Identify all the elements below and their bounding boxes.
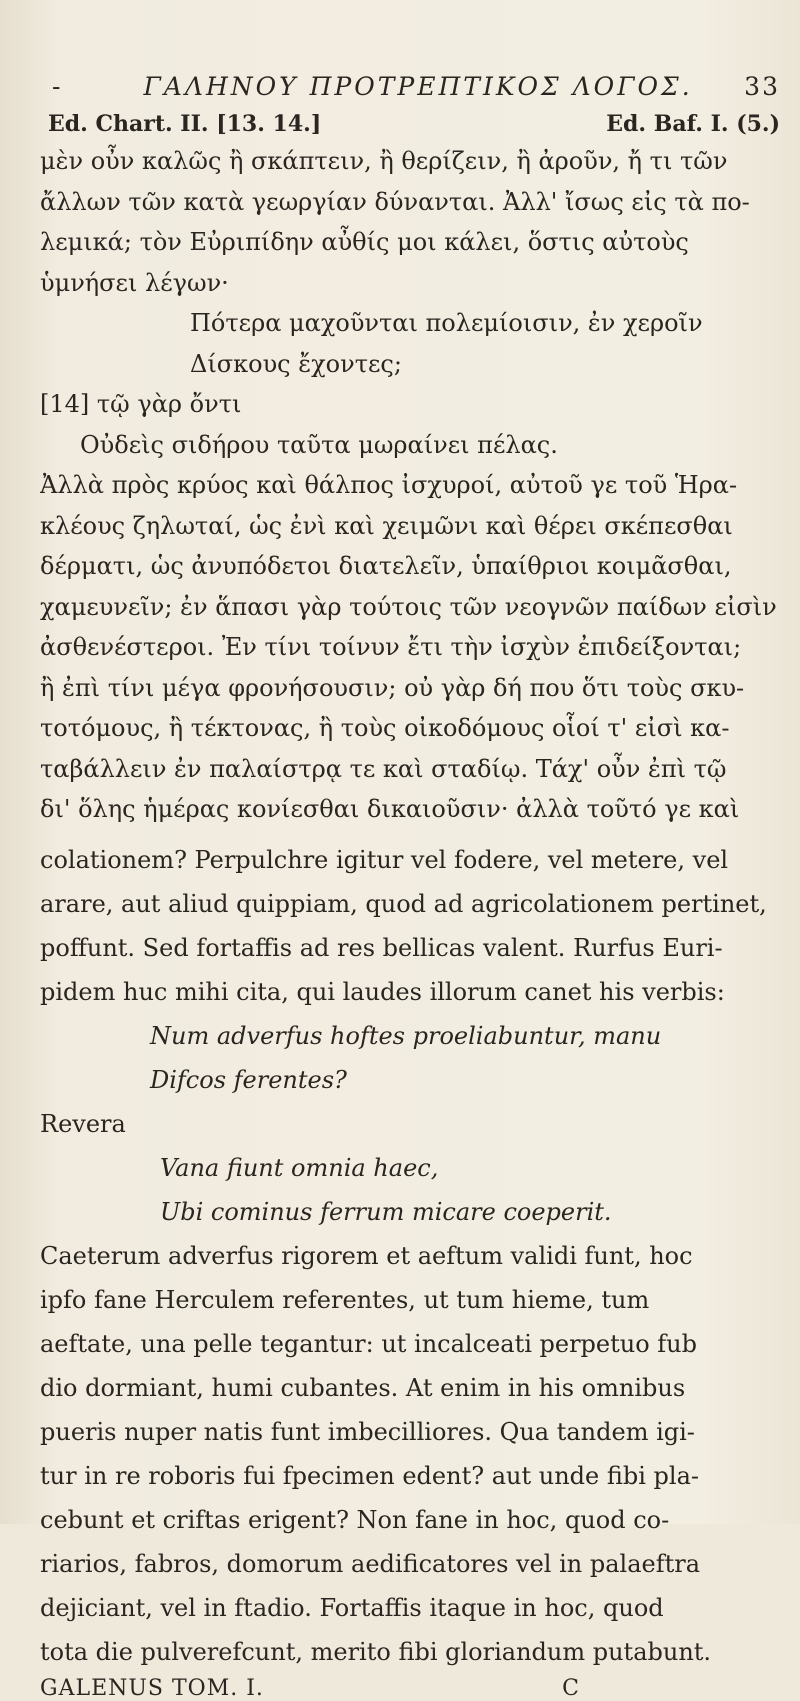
greek-line: ταβάλλειν ἐν παλαίστρᾳ τε καὶ σταδίῳ. Τάχ' οὖν ἐπὶ τῷ bbox=[40, 754, 727, 783]
greek-line: δι' ὅλης ἡμέρας κονίεσθαι δικαιοῦσιν· ἀλλὰ τοῦτό γε καὶ bbox=[40, 795, 740, 823]
latin-line: riarios, fabros, domorum aedificatores vel in palaeftra bbox=[40, 1549, 701, 1578]
latin-text bbox=[40, 838, 780, 1674]
greek-line: μὲν οὖν καλῶς ἢ σκάπτειν, ἢ θερίζειν, ἢ ἀροῦν, ἤ τι τῶν bbox=[40, 147, 728, 175]
edition-right: Ed. Baf. I. (5.) bbox=[606, 111, 780, 137]
latin-verse-line: Vana fiunt omnia haec, bbox=[160, 1153, 439, 1182]
latin-line: cebunt et criftas erigent? Non fane in hoc, quod co- bbox=[40, 1505, 670, 1534]
page-number: 33 bbox=[744, 72, 780, 101]
signature-mark: GALENUS TOM. I. bbox=[40, 1675, 264, 1701]
latin-verse-line: Ubi cominus ferrum micare coeperit. bbox=[160, 1197, 612, 1226]
greek-line: τοτόμους, ἢ τέκτονας, ἢ τοὺς οἰκοδόμους οἷοί τ' εἰσὶ κα- bbox=[40, 714, 730, 742]
greek-line: ἢ ἐπὶ τίνι μέγα φρονήσουσιν; οὐ γὰρ δή που ὅτι τοὺς σκυ- bbox=[40, 673, 745, 702]
latin-line: pueris nuper natis funt imbecilliores. Qua tandem igi- bbox=[40, 1417, 695, 1446]
edition-references bbox=[48, 111, 780, 137]
latin-verse-line: Difcos ferentes? bbox=[150, 1065, 347, 1094]
greek-verse-line: Δίσκους ἔχοντες; bbox=[190, 349, 402, 378]
latin-line: dio dormiant, humi cubantes. At enim in his omnibus bbox=[40, 1373, 686, 1402]
greek-verse-line: Πότερα μαχοῦνται πολεμίοισιν, ἐν χεροῖν bbox=[190, 309, 703, 337]
latin-line: Revera bbox=[40, 1109, 126, 1138]
latin-line: ipfo fane Herculem referentes, ut tum hieme, tum bbox=[40, 1285, 650, 1314]
greek-line: χαμευνεῖν; ἐν ἅπασι γὰρ τούτοις τῶν νεογνῶν παίδων εἰσὶν bbox=[40, 592, 777, 621]
page-footer bbox=[40, 1676, 780, 1701]
latin-line: tur in re roboris fui fpecimen edent? aut unde fibi pla- bbox=[40, 1461, 700, 1490]
greek-line: δέρματι, ὡς ἀνυπόδετοι διατελεῖν, ὑπαίθριοι κοιμᾶσθαι, bbox=[40, 552, 732, 580]
latin-line: colationem? Perpulchre igitur vel fodere, vel metere, vel bbox=[40, 845, 729, 874]
latin-line: dejiciant, vel in ftadio. Fortaffis itaque in hoc, quod bbox=[40, 1593, 664, 1622]
edition-left: Ed. Chart. II. [13. 14.] bbox=[48, 111, 322, 137]
header-dash: - bbox=[52, 72, 63, 101]
running-header bbox=[52, 72, 780, 101]
greek-line: ἀσθενέστεροι. Ἐν τίνι τοίνυν ἔτι τὴν ἰσχὺν ἐπιδείξονται; bbox=[40, 633, 742, 661]
greek-line: [14] τῷ γὰρ ὄντι bbox=[40, 390, 242, 418]
latin-line: pidem huc mihi cita, qui laudes illorum canet his verbis: bbox=[40, 977, 725, 1006]
header-title: ΓΑΛΗΝΟΥ ΠΡΟΤΡΕΠΤΙΚΟΣ ΛΟΓΟΣ. bbox=[143, 72, 693, 101]
greek-verse-line: Οὐδεὶς σιδήρου ταῦτα μωραίνει πέλας. bbox=[80, 430, 558, 459]
greek-line: λεμικά; τὸν Εὐριπίδην αὖθίς μοι κάλει, ὅστις αὐτοὺς bbox=[40, 228, 689, 256]
latin-verse-line: Num adverfus hoftes proeliabuntur, manu bbox=[150, 1021, 662, 1050]
greek-line: Ἀλλὰ πρὸς κρύος καὶ θάλπος ἰσχυροί, αὐτοῦ γε τοῦ Ἡρα- bbox=[40, 471, 738, 499]
page-content bbox=[40, 72, 780, 1701]
latin-line: arare, aut aliud quippiam, quod ad agricolationem pertinet, bbox=[40, 889, 767, 918]
greek-text bbox=[40, 141, 780, 830]
latin-line: Caeterum adverfus rigorem et aeftum validi funt, hoc bbox=[40, 1241, 693, 1270]
greek-line: ἄλλων τῶν κατὰ γεωργίαν δύνανται. Ἀλλ' ἴσως εἰς τὰ πο- bbox=[40, 187, 750, 216]
latin-line: aeftate, una pelle tegantur: ut incalceati perpetuo fub bbox=[40, 1329, 697, 1358]
gathering-letter: C bbox=[562, 1675, 580, 1701]
greek-line: ὑμνήσει λέγων· bbox=[40, 268, 229, 297]
latin-line: poffunt. Sed fortaffis ad res bellicas valent. Rurfus Euri- bbox=[40, 933, 723, 962]
greek-line: κλέους ζηλωταί, ὡς ἐνὶ καὶ χειμῶνι καὶ θέρει σκέπεσθαι bbox=[40, 511, 733, 540]
latin-line: tota die pulverefcunt, merito fibi gloriandum putabunt. bbox=[40, 1637, 712, 1666]
